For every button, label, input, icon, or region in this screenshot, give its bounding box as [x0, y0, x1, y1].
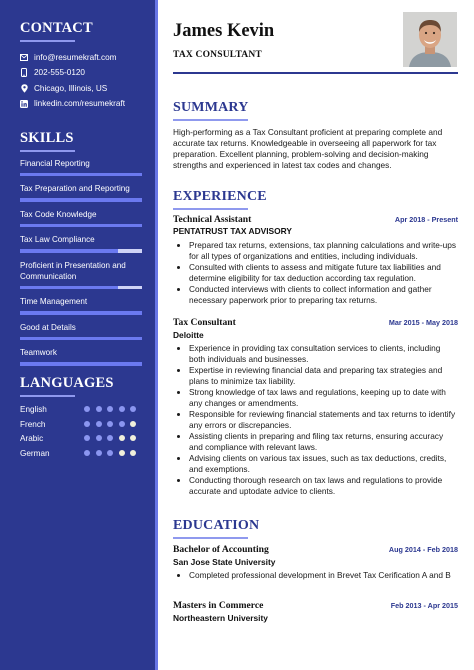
language-dot-filled	[107, 450, 113, 456]
job-title: Technical Assistant	[173, 214, 252, 225]
language-dot-filled	[107, 406, 113, 412]
education-date: Feb 2013 - Apr 2015	[390, 601, 458, 610]
degree-title: Masters in Commerce	[173, 600, 264, 611]
skills-heading: SKILLS	[20, 130, 74, 146]
language-dot-empty	[130, 421, 136, 427]
language-name: French	[20, 419, 46, 429]
summary-text: High-performing as a Tax Consultant proficient at preparing complete and accurate tax returns. Knowledgeable in overseeing all paperwork for tax preparation. Excellent planning, problem-solving and decision-making strengths and experienced in latest tax codes and changes.	[173, 127, 443, 170]
skill-item	[20, 322, 144, 341]
job-bullet: • Prepared tax returns, extensions, tax planning calculations and write-ups for all types of organizations and entities, including individuals.	[189, 240, 458, 262]
contact-linkedin-text: linkedin.com/resumekraft	[34, 99, 126, 109]
language-row	[20, 446, 144, 461]
skill-bar	[20, 198, 142, 202]
degree-title: Bachelor of Accounting	[173, 544, 269, 555]
language-dot-filled	[119, 406, 125, 412]
skill-bar-fill	[20, 362, 142, 366]
candidate-name: James Kevin	[173, 21, 275, 41]
language-dot-filled	[96, 450, 102, 456]
skill-bar	[20, 362, 142, 366]
skill-label: Tax Code Knowledge	[20, 209, 97, 219]
language-dot-filled	[84, 421, 90, 427]
job-organization: Deloitte	[173, 330, 204, 340]
experience-section	[173, 189, 267, 210]
language-level-dots	[84, 434, 142, 443]
contact-email-text: info@resumekraft.com	[34, 52, 117, 62]
profile-photo	[403, 12, 457, 67]
candidate-role: TAX CONSULTANT	[173, 50, 262, 60]
school-name: San Jose State University	[173, 557, 276, 567]
skills-section	[20, 130, 144, 373]
skill-bar-fill	[20, 173, 142, 177]
experience-heading-rule	[173, 208, 248, 210]
job-header	[173, 317, 458, 328]
contact-heading: CONTACT	[20, 20, 93, 36]
skill-item	[20, 158, 144, 177]
education-header	[173, 544, 458, 555]
skills-heading-rule	[20, 150, 75, 152]
job-header	[173, 214, 458, 225]
skill-label: Good at Details	[20, 322, 76, 332]
language-dot-empty	[119, 435, 125, 441]
language-level-dots	[84, 405, 142, 414]
education-header	[173, 600, 458, 611]
education-heading: EDUCATION	[173, 518, 260, 533]
language-dot-filled	[96, 406, 102, 412]
skill-item	[20, 347, 144, 366]
skill-bar	[20, 286, 142, 290]
summary-heading-rule	[173, 119, 248, 121]
skill-bar	[20, 249, 142, 253]
language-dot-empty	[119, 450, 125, 456]
job-bullet: • Advising clients on various tax issues, such as tax deductions, credits, and exemptions.	[189, 453, 458, 475]
contact-location-text: Chicago, Illinois, US	[34, 83, 108, 93]
education-date: Aug 2014 - Feb 2018	[388, 545, 458, 554]
sidebar-accent-stripe	[155, 0, 158, 670]
skill-label: Proficient in Presentation and Communication	[20, 260, 126, 281]
experience-heading: EXPERIENCE	[173, 189, 267, 204]
education-section	[173, 518, 259, 539]
language-name: German	[20, 448, 50, 458]
contact-email[interactable]	[20, 50, 144, 66]
skill-label: Financial Reporting	[20, 158, 90, 168]
job-bullet: • Conducting thorough research on tax laws and regulations to provide accurate and uptodate advice to clients.	[189, 475, 458, 497]
contact-phone[interactable]	[20, 65, 144, 81]
language-row	[20, 403, 144, 418]
language-dot-filled	[84, 450, 90, 456]
skill-item	[20, 260, 144, 290]
language-dot-filled	[84, 435, 90, 441]
location-pin-icon	[20, 84, 28, 93]
skill-bar-fill	[20, 311, 142, 315]
language-dot-filled	[107, 435, 113, 441]
job-organization: PENTATRUST TAX ADVISORY	[173, 226, 292, 236]
contact-heading-rule	[20, 40, 75, 42]
phone-icon	[20, 68, 28, 77]
education-bullet: • Completed professional development in Brevet Tax Cerification A and B	[189, 570, 458, 581]
languages-heading-rule	[20, 395, 75, 397]
language-dot-filled	[107, 421, 113, 427]
education-bullets	[173, 570, 458, 581]
contact-phone-text: 202-555-0120	[34, 68, 85, 78]
language-row	[20, 432, 144, 447]
contact-linkedin[interactable]	[20, 96, 144, 112]
job-bullet: • Experience in providing tax consultation services to clients, including both individuals and businesses.	[189, 343, 458, 365]
linkedin-icon	[20, 99, 28, 108]
contact-location	[20, 81, 144, 97]
language-dot-filled	[84, 406, 90, 412]
job-bullet: • Conducted interviews with clients to collect information and gather necessary paperwork prior to preparing tax returns.	[189, 284, 458, 306]
language-level-dots	[84, 420, 142, 429]
skill-label: Tax Preparation and Reporting	[20, 184, 130, 193]
skill-bar-fill	[20, 198, 142, 202]
language-name: Arabic	[20, 434, 44, 444]
skill-bar-fill	[20, 286, 118, 290]
language-dot-filled	[130, 406, 136, 412]
language-dot-empty	[130, 450, 136, 456]
skill-bar	[20, 173, 142, 177]
languages-section	[20, 375, 144, 461]
skill-label: Time Management	[20, 297, 88, 306]
skill-bar	[20, 224, 142, 228]
job-bullet: • Expertise in reviewing financial data and preparing tax strategies and plans to minimize tax liability.	[189, 365, 458, 387]
language-dot-filled	[96, 421, 102, 427]
job-bullet: • Responsible for reviewing financial statements and tax returns to identify any errors or discrepancies.	[189, 409, 458, 431]
sidebar	[0, 0, 158, 670]
language-name: English	[20, 405, 47, 415]
job-bullet: • Consulted with clients to assess and mitigate future tax liabilities and determine eligibility for tax deduction according tax regulation.	[189, 262, 458, 284]
school-name: Northeastern University	[173, 613, 268, 623]
education-heading-rule	[173, 537, 248, 539]
skill-label: Tax Law Compliance	[20, 235, 95, 244]
job-title: Tax Consultant	[173, 317, 236, 328]
skill-bar-fill	[20, 337, 142, 341]
skill-bar-fill	[20, 249, 118, 253]
skill-bar-fill	[20, 224, 142, 228]
skill-bar	[20, 337, 142, 341]
summary-heading: SUMMARY	[173, 100, 249, 115]
skill-item	[20, 183, 144, 202]
email-icon	[20, 53, 28, 62]
language-dot-filled	[96, 435, 102, 441]
contact-section	[20, 20, 144, 112]
header-rule	[173, 72, 458, 74]
skill-label: Teamwork	[20, 348, 57, 357]
job-date: Mar 2015 - May 2018	[388, 318, 458, 327]
skill-bar	[20, 311, 142, 315]
job-bullet: • Assisting clients in preparing and filing tax returns, ensuring accuracy and compliance with relevant laws.	[189, 431, 458, 453]
languages-heading: LANGUAGES	[20, 375, 114, 391]
job-bullet: • Strong knowledge of tax laws and regulations, keeping up to date with any changes or amendments.	[189, 387, 458, 409]
skills-list	[20, 158, 144, 366]
job-bullets	[173, 240, 458, 306]
job-bullets	[173, 343, 458, 497]
language-level-dots	[84, 449, 142, 458]
skill-item	[20, 296, 144, 315]
language-dot-filled	[119, 421, 125, 427]
skill-item	[20, 234, 144, 253]
skill-item	[20, 209, 144, 228]
language-dot-empty	[130, 435, 136, 441]
job-date: Apr 2018 - Present	[394, 215, 458, 224]
summary-section	[173, 100, 249, 121]
language-row	[20, 417, 144, 432]
